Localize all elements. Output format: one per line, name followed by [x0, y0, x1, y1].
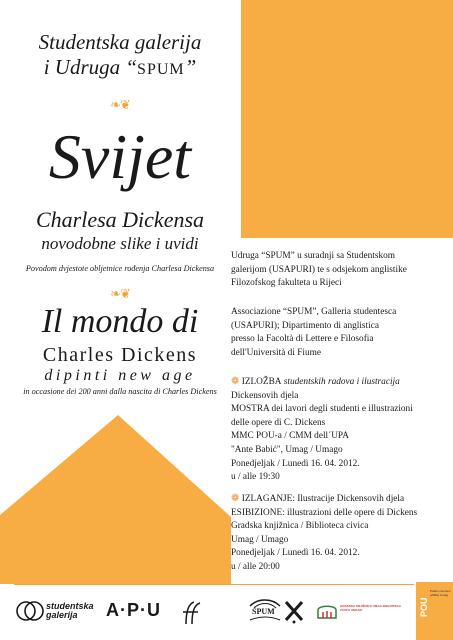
intro-hr-line: Filozofskog fakulteta u Rijeci [231, 278, 342, 289]
bottom-left-orange-block [0, 415, 231, 584]
spum-logo-text: SPUM [252, 607, 275, 616]
header-line-2: i Udruga “SPUM” [43, 55, 197, 79]
title-hr-line-4: Povodom dvjestote obljetnice rođenja Charlesa Dickensa [25, 264, 215, 273]
event-1-line: MMC POU-a / CMM dell´UPA [231, 431, 349, 442]
intro-it-line: (USAPURI); Dipartimento di anglistica [231, 320, 379, 331]
intro-it-line: dell'Università di Fiume [231, 347, 321, 358]
event-presentation [231, 492, 453, 575]
pou-tab-text: Pučko otvoreno učilište Umag [430, 589, 451, 597]
ornament-2: ❧❦ [110, 287, 130, 302]
ff-logo-icon [180, 600, 202, 626]
intro-it-line: Associazione “SPUM”, Galleria studentesca [231, 307, 397, 317]
event-1-line: MOSTRA dei lavori degli studenti e illustrazioni [231, 404, 413, 415]
event-1-line: delle opere di C. Dickens [231, 417, 326, 428]
event-2-line: ESIBIZIONE: illustrazioni delle opere di Dickens [231, 507, 418, 518]
top-right-orange-block [241, 0, 453, 238]
title-hr-line-3: novodobne slike i uvidi [41, 234, 199, 253]
intro-hr [231, 250, 453, 291]
intro-it-line: presso la Facoltà di Lettere e Filosofia [231, 334, 374, 345]
intro-hr-line: Udruga “SPUM” u suradnji sa Studentskom [231, 251, 395, 261]
event-1-line: u / alle 19:30 [231, 472, 280, 483]
pou-tab-label: POU [419, 597, 429, 617]
title-it-line-4: in occasione dei 200 anni dalla nascita di Charles Dickens [23, 387, 217, 396]
pou-tab [416, 584, 453, 640]
intro-it [231, 306, 453, 360]
event-1-line: Ponedjeljak / Lunedì 16. 04. 2012. [231, 458, 360, 469]
apu-logo: A·P·U [106, 600, 161, 620]
orange-swirl-icon: ❁ [231, 376, 240, 387]
event-2-line: Umag / Umago [231, 534, 289, 545]
title-it-line-2: Charles Dickens [42, 344, 198, 366]
studentska-galerija-logo-icon [16, 598, 44, 624]
title-hr-line-2: Charlesa Dickensa [35, 207, 205, 232]
library-logo-icon [316, 602, 338, 620]
title-hr-main: Svijet [48, 121, 192, 192]
event-2-line: u / alle 20:00 [231, 561, 280, 572]
title-it-line-3: dipinti new age [44, 367, 196, 384]
event-2-heading: ❁ IZLAGANJE: Ilustracije Dickensovih djela [231, 493, 405, 504]
title-it-main: Il mondo di [41, 303, 199, 340]
event-1-line: Dickensovih djela [231, 390, 299, 401]
studentska-galerija-logo-text: studentska galerija [46, 601, 94, 620]
event-1-heading: ❁ IZLOŽBA studentskih radova i ilustracija [231, 376, 400, 387]
event-2-line: Gradska knjižnica / Biblioteca civica [231, 521, 369, 532]
event-exhibition [231, 375, 453, 485]
ornament-1: ❧❦ [110, 98, 130, 113]
header-line-1: Studentska galerija [38, 30, 202, 54]
intro-hr-line: galerijom (USAPURI) te s odsjekom anglistike [231, 264, 407, 275]
orange-swirl-icon: ❁ [231, 493, 240, 504]
crossed-logo-icon [284, 600, 304, 624]
library-logo-text: GRADSKA KNJIŽNICA UMAG BIBLIOTECA CIVICA UMAGO [340, 604, 401, 612]
footer-divider [14, 584, 414, 585]
event-2-line: Ponedjeljak / Lunedì 16. 04. 2012. [231, 548, 360, 559]
event-1-line: "Ante Babić", Umag / Umago [231, 444, 343, 455]
